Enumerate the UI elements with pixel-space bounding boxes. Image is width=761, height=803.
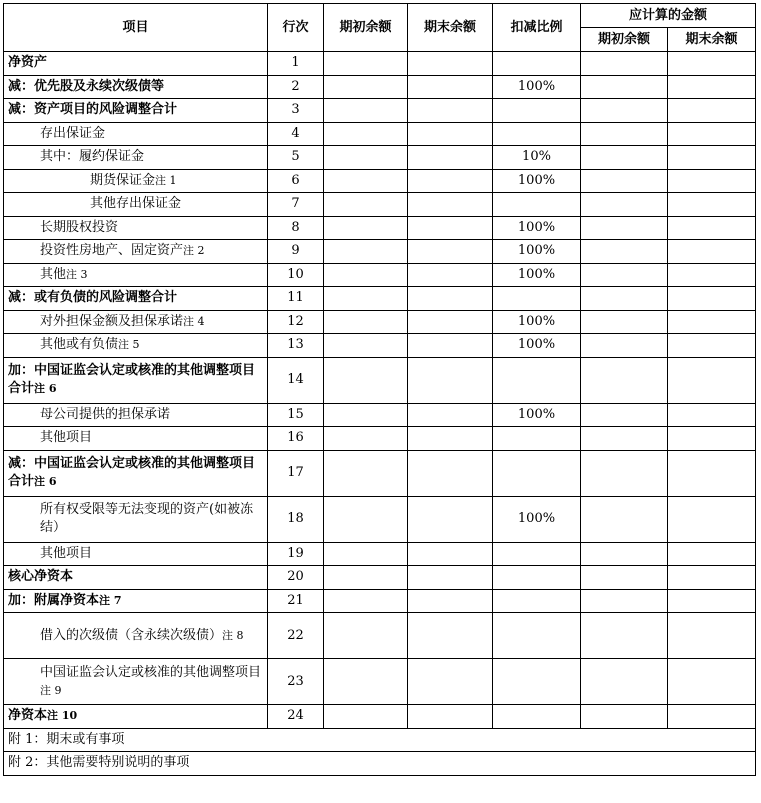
calc-begin-cell[interactable]	[581, 357, 668, 403]
row-item-label	[4, 357, 268, 403]
row-footnote-ref: 注 7	[99, 593, 122, 607]
row-item-label	[4, 193, 268, 217]
calc-begin-cell[interactable]	[581, 334, 668, 358]
row-item-text: 减：优先股及永续次级债等	[8, 78, 165, 94]
calc-begin-cell[interactable]	[581, 287, 668, 311]
calc-begin-cell[interactable]	[581, 240, 668, 264]
row-item-label	[4, 542, 268, 566]
row-item-text: 中国证监会认定或核准的其他调整项目	[40, 664, 262, 680]
row-line-number: 18	[268, 496, 324, 542]
row-line-number: 11	[268, 287, 324, 311]
begin-balance-cell[interactable]	[324, 240, 408, 264]
begin-balance-cell[interactable]	[324, 589, 408, 613]
calc-begin-cell[interactable]	[581, 169, 668, 193]
calc-begin-cell[interactable]	[581, 659, 668, 705]
row-item-label	[4, 263, 268, 287]
begin-balance-cell[interactable]	[324, 146, 408, 170]
calc-end-cell[interactable]	[668, 310, 756, 334]
calc-end-cell[interactable]	[668, 52, 756, 76]
end-balance-cell[interactable]	[408, 99, 493, 123]
table-row	[4, 75, 756, 99]
row-item-label	[4, 659, 268, 705]
header-deduction-ratio: 扣减比例	[493, 4, 581, 52]
calc-begin-cell[interactable]	[581, 52, 668, 76]
begin-balance-cell[interactable]	[324, 122, 408, 146]
row-line-number: 14	[268, 357, 324, 403]
row-item-label	[4, 146, 268, 170]
deduction-ratio-cell: 100%	[493, 240, 581, 264]
row-line-number: 20	[268, 566, 324, 590]
begin-balance-cell[interactable]	[324, 287, 408, 311]
calc-end-cell[interactable]	[668, 542, 756, 566]
end-balance-cell[interactable]	[408, 75, 493, 99]
deduction-ratio-cell	[493, 357, 581, 403]
deduction-ratio-cell	[493, 659, 581, 705]
row-item-label	[4, 99, 268, 123]
calc-end-cell[interactable]	[668, 613, 756, 659]
end-balance-cell[interactable]	[408, 146, 493, 170]
calc-begin-cell[interactable]	[581, 146, 668, 170]
table-row	[4, 122, 756, 146]
deduction-ratio-cell	[493, 613, 581, 659]
calc-end-cell[interactable]	[668, 216, 756, 240]
row-item-text: 母公司提供的担保承诺	[40, 406, 171, 422]
begin-balance-cell[interactable]	[324, 542, 408, 566]
header-calc-end: 期末余额	[668, 28, 756, 52]
end-balance-cell[interactable]	[408, 542, 493, 566]
table-row	[4, 613, 756, 659]
deduction-ratio-cell	[493, 542, 581, 566]
row-item-label	[4, 52, 268, 76]
table-row	[4, 169, 756, 193]
row-line-number: 10	[268, 263, 324, 287]
row-item-label	[4, 240, 268, 264]
row-line-number: 23	[268, 659, 324, 705]
calc-end-cell[interactable]	[668, 496, 756, 542]
table-row	[4, 146, 756, 170]
calc-end-cell[interactable]	[668, 169, 756, 193]
table-row	[4, 450, 756, 496]
table-row	[4, 589, 756, 613]
deduction-ratio-cell: 10%	[493, 146, 581, 170]
row-footnote-ref: 注 2	[183, 244, 205, 258]
row-item-label	[4, 613, 268, 659]
calc-begin-cell[interactable]	[581, 450, 668, 496]
table-row	[4, 403, 756, 427]
calc-end-cell[interactable]	[668, 193, 756, 217]
deduction-ratio-cell	[493, 427, 581, 451]
table-row	[4, 496, 756, 542]
row-item-text: 净资本	[8, 708, 48, 724]
table-row	[4, 99, 756, 123]
calc-end-cell[interactable]	[668, 705, 756, 729]
table-row	[4, 705, 756, 729]
end-balance-cell[interactable]	[408, 216, 493, 240]
deduction-ratio-cell	[493, 450, 581, 496]
begin-balance-cell[interactable]	[324, 659, 408, 705]
footer-note-1: 附 1：期末或有事项	[4, 728, 756, 752]
calc-begin-cell[interactable]	[581, 496, 668, 542]
calc-begin-cell[interactable]	[581, 122, 668, 146]
row-item-label	[4, 310, 268, 334]
calc-begin-cell[interactable]	[581, 705, 668, 729]
calc-end-cell[interactable]	[668, 99, 756, 123]
deduction-ratio-cell	[493, 193, 581, 217]
row-footnote-ref: 注 5	[118, 338, 140, 352]
row-item-text: 长期股权投资	[40, 219, 119, 235]
row-line-number: 24	[268, 705, 324, 729]
row-line-number: 5	[268, 146, 324, 170]
table-row	[4, 287, 756, 311]
calc-begin-cell[interactable]	[581, 566, 668, 590]
footer-note-2: 附 2：其他需要特别说明的事项	[4, 752, 756, 776]
begin-balance-cell[interactable]	[324, 169, 408, 193]
calc-end-cell[interactable]	[668, 146, 756, 170]
row-item-text: 其中：履约保证金	[40, 149, 145, 165]
deduction-ratio-cell: 100%	[493, 75, 581, 99]
begin-balance-cell[interactable]	[324, 193, 408, 217]
calc-end-cell[interactable]	[668, 357, 756, 403]
row-footnote-ref: 注 6	[34, 382, 57, 395]
row-item-label	[4, 287, 268, 311]
row-item-text: 减：或有负债的风险调整合计	[8, 290, 178, 306]
row-item-label	[4, 705, 268, 729]
row-line-number: 8	[268, 216, 324, 240]
calc-end-cell[interactable]	[668, 334, 756, 358]
row-footnote-ref: 注 6	[34, 475, 57, 488]
row-item-label	[4, 566, 268, 590]
calc-end-cell[interactable]	[668, 240, 756, 264]
end-balance-cell[interactable]	[408, 589, 493, 613]
end-balance-cell[interactable]	[408, 52, 493, 76]
row-item-text: 借入的次级债（含永续次级债）	[40, 627, 223, 643]
end-balance-cell[interactable]	[408, 427, 493, 451]
row-line-number: 4	[268, 122, 324, 146]
begin-balance-cell[interactable]	[324, 403, 408, 427]
end-balance-cell[interactable]	[408, 450, 493, 496]
table-row	[4, 263, 756, 287]
row-line-number: 12	[268, 310, 324, 334]
row-footnote-ref: 注 1	[155, 173, 177, 187]
table-row	[4, 193, 756, 217]
row-item-text: 投资性房地产、固定资产	[40, 243, 184, 259]
calc-begin-cell[interactable]	[581, 75, 668, 99]
calc-end-cell[interactable]	[668, 263, 756, 287]
row-footnote-ref: 注 9	[40, 683, 62, 697]
deduction-ratio-cell	[493, 566, 581, 590]
calc-end-cell[interactable]	[668, 427, 756, 451]
row-item-text: 其他或有负债	[40, 337, 119, 353]
net-capital-table	[3, 3, 756, 776]
deduction-ratio-cell: 100%	[493, 169, 581, 193]
table-row	[4, 310, 756, 334]
row-item-text: 净资产	[8, 55, 48, 71]
calc-end-cell[interactable]	[668, 75, 756, 99]
header-begin-balance: 期初余额	[324, 4, 408, 52]
row-item-label	[4, 75, 268, 99]
row-line-number: 13	[268, 334, 324, 358]
end-balance-cell[interactable]	[408, 193, 493, 217]
row-item-label	[4, 169, 268, 193]
row-item-text: 其他项目	[40, 430, 93, 446]
row-line-number: 15	[268, 403, 324, 427]
end-balance-cell[interactable]	[408, 496, 493, 542]
begin-balance-cell[interactable]	[324, 334, 408, 358]
end-balance-cell[interactable]	[408, 287, 493, 311]
row-item-text: 其他存出保证金	[90, 196, 182, 212]
end-balance-cell[interactable]	[408, 566, 493, 590]
begin-balance-cell[interactable]	[324, 263, 408, 287]
deduction-ratio-cell: 100%	[493, 403, 581, 427]
calc-end-cell[interactable]	[668, 450, 756, 496]
deduction-ratio-cell	[493, 122, 581, 146]
row-line-number: 9	[268, 240, 324, 264]
deduction-ratio-cell	[493, 52, 581, 76]
end-balance-cell[interactable]	[408, 122, 493, 146]
row-item-text: 期货保证金	[90, 172, 156, 188]
row-item-text: 存出保证金	[40, 125, 106, 141]
table-row	[4, 427, 756, 451]
begin-balance-cell[interactable]	[324, 75, 408, 99]
table-row	[4, 334, 756, 358]
table-row	[4, 357, 756, 403]
deduction-ratio-cell	[493, 99, 581, 123]
header-end-balance: 期末余额	[408, 4, 493, 52]
row-line-number: 7	[268, 193, 324, 217]
calc-end-cell[interactable]	[668, 659, 756, 705]
row-item-label	[4, 589, 268, 613]
header-calc-amount: 应计算的金额	[581, 4, 756, 28]
calc-begin-cell[interactable]	[581, 310, 668, 334]
row-item-label	[4, 216, 268, 240]
begin-balance-cell[interactable]	[324, 427, 408, 451]
row-footnote-ref: 注 4	[183, 314, 205, 328]
begin-balance-cell[interactable]	[324, 99, 408, 123]
row-line-number: 17	[268, 450, 324, 496]
row-item-text: 加：中国证监会认定或核准的其他调整项目合计	[8, 363, 256, 396]
end-balance-cell[interactable]	[408, 310, 493, 334]
deduction-ratio-cell: 100%	[493, 496, 581, 542]
table-row	[4, 52, 756, 76]
row-line-number: 6	[268, 169, 324, 193]
row-line-number: 3	[268, 99, 324, 123]
row-item-label	[4, 450, 268, 496]
row-item-text: 核心净资本	[8, 569, 74, 585]
calc-begin-cell[interactable]	[581, 613, 668, 659]
end-balance-cell[interactable]	[408, 357, 493, 403]
end-balance-cell[interactable]	[408, 169, 493, 193]
calc-begin-cell[interactable]	[581, 263, 668, 287]
calc-begin-cell[interactable]	[581, 99, 668, 123]
row-footnote-ref: 注 8	[222, 628, 244, 642]
calc-begin-cell[interactable]	[581, 403, 668, 427]
table-row	[4, 216, 756, 240]
calc-end-cell[interactable]	[668, 122, 756, 146]
table-row	[4, 566, 756, 590]
row-item-label	[4, 122, 268, 146]
calc-begin-cell[interactable]	[581, 216, 668, 240]
end-balance-cell[interactable]	[408, 403, 493, 427]
begin-balance-cell[interactable]	[324, 613, 408, 659]
header-line: 行次	[268, 4, 324, 52]
row-item-text: 减：中国证监会认定或核准的其他调整项目合计	[8, 456, 256, 489]
end-balance-cell[interactable]	[408, 240, 493, 264]
row-item-label	[4, 334, 268, 358]
calc-end-cell[interactable]	[668, 403, 756, 427]
deduction-ratio-cell: 100%	[493, 310, 581, 334]
calc-end-cell[interactable]	[668, 589, 756, 613]
row-item-text: 其他	[40, 266, 67, 282]
row-item-label	[4, 427, 268, 451]
row-line-number: 1	[268, 52, 324, 76]
end-balance-cell[interactable]	[408, 705, 493, 729]
row-line-number: 2	[268, 75, 324, 99]
table-row	[4, 240, 756, 264]
row-item-text: 所有权受限等无法变现的资产(如被冻结）	[40, 502, 254, 535]
begin-balance-cell[interactable]	[324, 357, 408, 403]
begin-balance-cell[interactable]	[324, 52, 408, 76]
begin-balance-cell[interactable]	[324, 496, 408, 542]
row-item-text: 加：附属净资本	[8, 592, 100, 608]
end-balance-cell[interactable]	[408, 613, 493, 659]
deduction-ratio-cell: 100%	[493, 216, 581, 240]
end-balance-cell[interactable]	[408, 263, 493, 287]
begin-balance-cell[interactable]	[324, 705, 408, 729]
row-line-number: 21	[268, 589, 324, 613]
row-line-number: 19	[268, 542, 324, 566]
deduction-ratio-cell: 100%	[493, 334, 581, 358]
end-balance-cell[interactable]	[408, 334, 493, 358]
table-row	[4, 542, 756, 566]
row-item-label	[4, 403, 268, 427]
row-line-number: 22	[268, 613, 324, 659]
end-balance-cell[interactable]	[408, 659, 493, 705]
row-line-number: 16	[268, 427, 324, 451]
begin-balance-cell[interactable]	[324, 450, 408, 496]
calc-end-cell[interactable]	[668, 287, 756, 311]
table-row	[4, 659, 756, 705]
deduction-ratio-cell: 100%	[493, 263, 581, 287]
begin-balance-cell[interactable]	[324, 566, 408, 590]
row-item-text: 对外担保金额及担保承诺	[40, 313, 184, 329]
row-footnote-ref: 注 3	[66, 267, 88, 281]
begin-balance-cell[interactable]	[324, 216, 408, 240]
calc-end-cell[interactable]	[668, 566, 756, 590]
row-item-text: 减：资产项目的风险调整合计	[8, 102, 178, 118]
row-item-text: 其他项目	[40, 545, 93, 561]
calc-begin-cell[interactable]	[581, 193, 668, 217]
calc-begin-cell[interactable]	[581, 542, 668, 566]
calc-begin-cell[interactable]	[581, 427, 668, 451]
header-calc-begin: 期初余额	[581, 28, 668, 52]
row-item-label	[4, 496, 268, 542]
calc-begin-cell[interactable]	[581, 589, 668, 613]
deduction-ratio-cell	[493, 589, 581, 613]
row-footnote-ref: 注 10	[47, 709, 78, 723]
begin-balance-cell[interactable]	[324, 310, 408, 334]
deduction-ratio-cell	[493, 287, 581, 311]
header-item: 项目	[4, 4, 268, 52]
deduction-ratio-cell	[493, 705, 581, 729]
